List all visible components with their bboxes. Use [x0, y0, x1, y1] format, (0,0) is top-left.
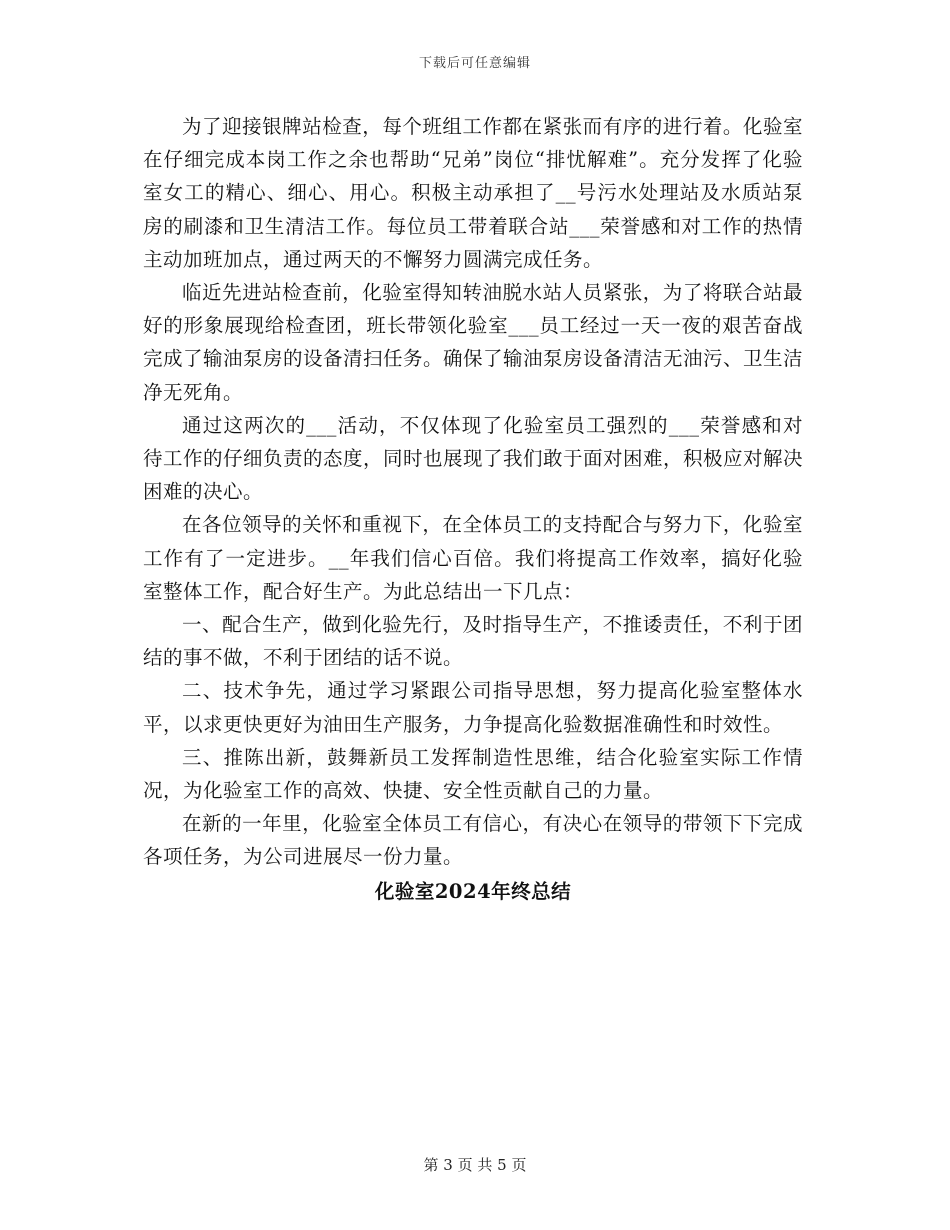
page-header: 下载后可任意编辑 — [418, 56, 531, 71]
paragraph-4: 在各位领导的关怀和重视下，在全体员工的支持配合与努力下，化验室工作有了一定进步。__年我们信心百倍。我们将提高工作效率，搞好化验室整体工作，配合好生产。为此总结出一下几点： — [143, 513, 803, 603]
paragraph-2: 临近先进站检查前，化验室得知转油脱水站人员紧张，为了将联合站最好的形象展现给检查团，班长带领化验室___员工经过一天一夜的艰苦奋战完成了输油泵房的设备清扫任务。确保了输油泵房设备清洁无油污、卫生洁净无死角。 — [143, 281, 804, 404]
paragraph-5: 一、配合生产，做到化验先行，及时指导生产，不推诿责任，不利于团结的事不做，不利于团结的话不说。 — [143, 613, 803, 670]
paragraph-1: 为了迎接银牌站检查，每个班组工作都在紧张而有序的进行着。化验室在仔细完成本岗工作之余也帮助“兄弟”岗位“排忧解难”。充分发挥了化验室女工的精心、细心、用心。积极主动承担了__号污水处理站及水质站泵房的刷漆和卫生清洁工作。每位员工带着联合站___荣誉感和对工作的热情主动加班加点，通过两天的不懈努力圆满完成任务。 — [143, 115, 803, 271]
paragraph-8: 在新的一年里，化验室全体员工有信心，有决心在领导的带领下下完成各项任务，为公司进展尽一份力量。 — [143, 812, 803, 869]
paragraph-7: 三、推陈出新，鼓舞新员工发挥制造性思维，结合化验室实际工作情况，为化验室工作的高效、快捷、安全性贡献自己的力量。 — [143, 745, 803, 803]
page-number: 第 3 页 共 5 页 — [423, 1156, 527, 1174]
section-title: 化验室2024年终总结 — [374, 879, 572, 903]
paragraph-3: 通过这两次的___活动，不仅体现了化验室员工强烈的___荣誉感和对待工作的仔细负责的态度，同时也展现了我们敢于面对困难，积极应对解决困难的决心。 — [143, 413, 804, 504]
document-body — [143, 110, 803, 910]
paragraph-6: 二、技术争先，通过学习紧跟公司指导思想，努力提高化验室整体水平，以求更快更好为油田生产服务，力争提高化验数据准确性和时效性。 — [143, 679, 803, 736]
